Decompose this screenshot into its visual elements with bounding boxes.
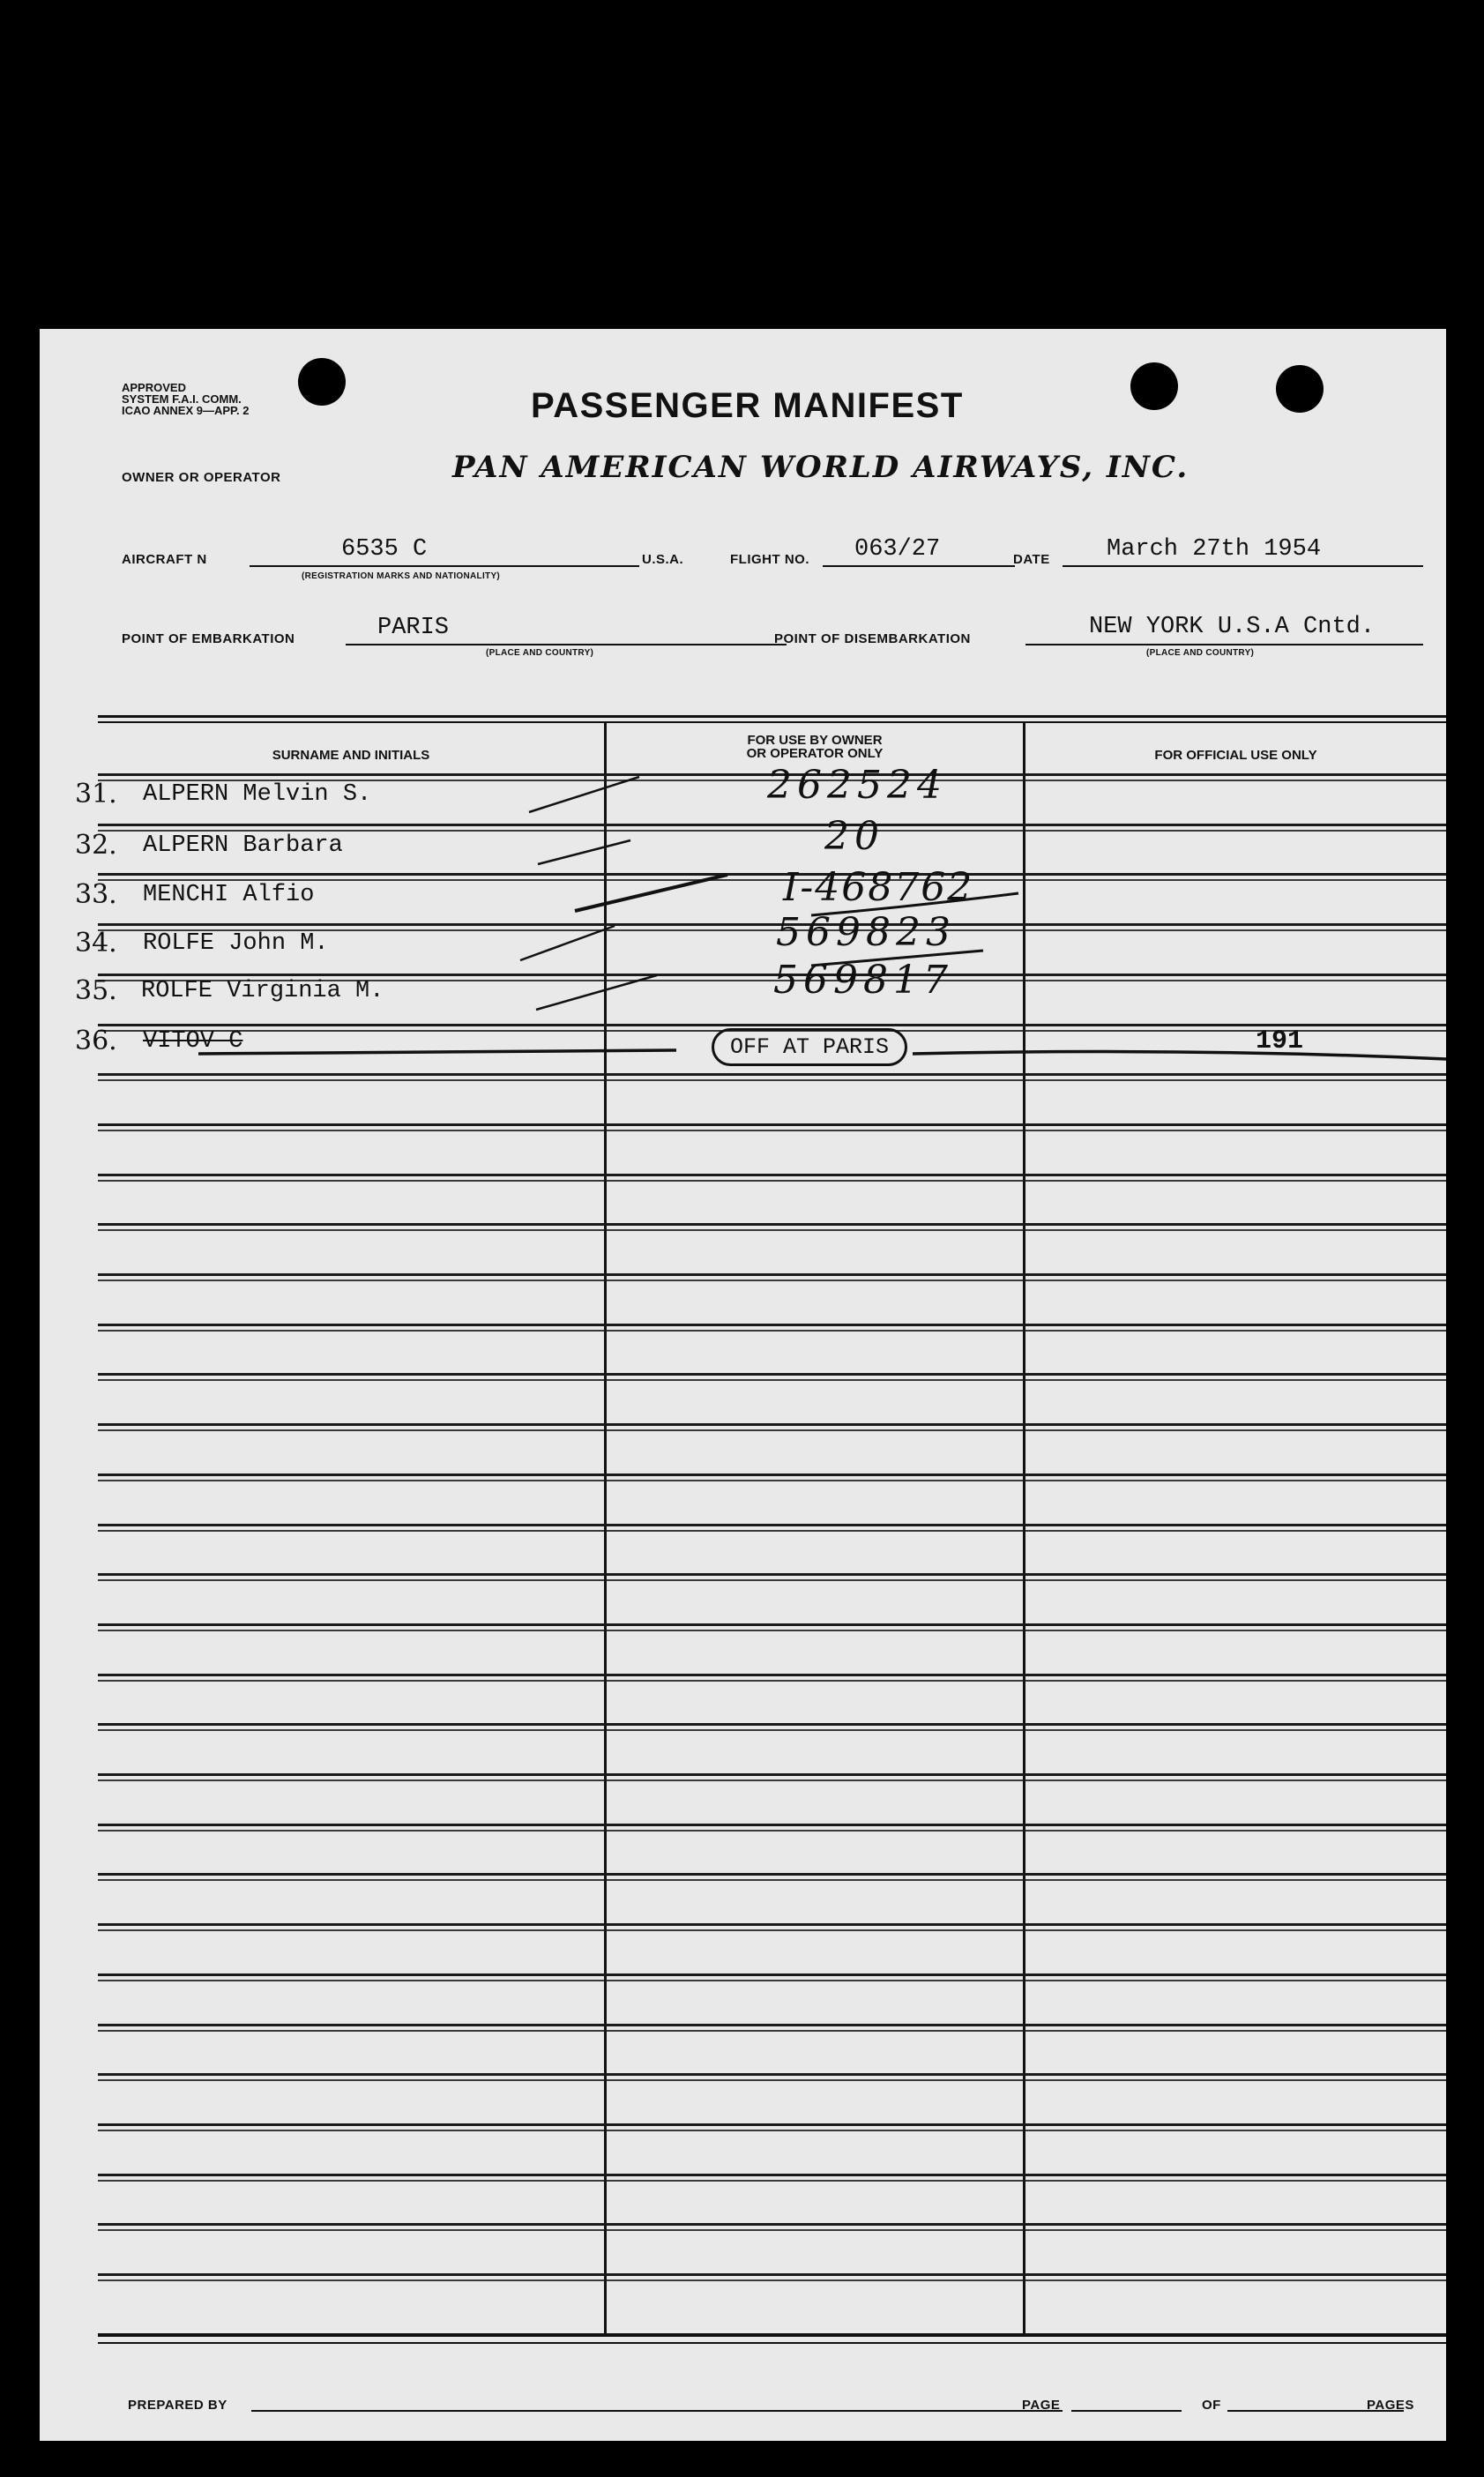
strike-line bbox=[913, 1052, 1446, 1059]
date-label: DATE bbox=[1013, 552, 1050, 567]
table-bottom-rule-inner bbox=[98, 2342, 1446, 2344]
passenger-document-number: I-468762 bbox=[783, 865, 974, 910]
passenger-number: 36. bbox=[75, 1026, 117, 1056]
passenger-document-number: 569823 bbox=[776, 910, 956, 955]
passenger-document-number: 569817 bbox=[773, 958, 953, 1003]
tick-mark bbox=[536, 975, 657, 1010]
flight-value: 063/27 bbox=[854, 536, 941, 563]
of-label: OF bbox=[1202, 2398, 1221, 2413]
manifest-sheet bbox=[40, 329, 1446, 2441]
prepared-by-line bbox=[251, 2410, 1063, 2412]
passenger-document-number: 20 bbox=[824, 814, 884, 859]
aircraft-label: AIRCRAFT N bbox=[122, 552, 207, 567]
passenger-number: 31. bbox=[75, 779, 117, 810]
col-header-owner-line1: FOR USE BY OWNER bbox=[747, 733, 883, 748]
passenger-name: ROLFE John M. bbox=[143, 930, 329, 957]
passenger-remark: OFF AT PARIS bbox=[712, 1028, 907, 1066]
passenger-document-number: 262524 bbox=[767, 763, 947, 808]
passenger-name: MENCHI Alfio bbox=[143, 882, 315, 908]
approval-line: SYSTEM F.A.I. COMM. bbox=[122, 392, 242, 406]
table-bottom-rule bbox=[98, 2333, 1446, 2337]
passenger-number: 32. bbox=[75, 830, 117, 861]
flight-label: FLIGHT NO. bbox=[730, 552, 809, 567]
pen-strokes bbox=[40, 329, 1446, 2441]
passenger-name-struck: VITOV C bbox=[143, 1028, 243, 1055]
col-header-owner-line2: OR OPERATOR ONLY bbox=[746, 746, 884, 761]
tick-mark bbox=[520, 926, 615, 960]
col-header-official: FOR OFFICIAL USE ONLY bbox=[1154, 748, 1317, 763]
embarkation-label: POINT OF EMBARKATION bbox=[122, 631, 295, 646]
passenger-name: ROLFE Virginia M. bbox=[141, 978, 384, 1004]
manifest-title: PASSENGER MANIFEST bbox=[531, 386, 964, 425]
passenger-name: ALPERN Melvin S. bbox=[143, 781, 372, 808]
page-label: PAGE bbox=[1022, 2398, 1061, 2413]
disembarkation-label: POINT OF DISEMBARKATION bbox=[774, 631, 971, 646]
official-number: 191 bbox=[1256, 1026, 1304, 1056]
owner-label: OWNER OR OPERATOR bbox=[122, 470, 281, 485]
approval-line: APPROVED bbox=[122, 381, 186, 394]
underline-stroke bbox=[811, 951, 983, 966]
page-line bbox=[1071, 2410, 1182, 2412]
disembarkation-value: NEW YORK U.S.A Cntd. bbox=[1089, 614, 1376, 640]
strike-line bbox=[198, 1050, 676, 1054]
carrier-name: PAN AMERICAN WORLD AIRWAYS, INC. bbox=[452, 450, 1189, 485]
passenger-number: 34. bbox=[75, 928, 117, 959]
approval-line: ICAO ANNEX 9—APP. 2 bbox=[122, 404, 250, 417]
underline-stroke bbox=[811, 893, 1018, 915]
col-header-surname: SURNAME AND INITIALS bbox=[272, 748, 430, 763]
passenger-number: 35. bbox=[75, 975, 117, 1006]
embarkation-value: PARIS bbox=[377, 615, 450, 641]
aircraft-sublabel: (REGISTRATION MARKS AND NATIONALITY) bbox=[302, 571, 501, 581]
embarkation-sublabel: (PLACE AND COUNTRY) bbox=[486, 648, 594, 658]
tick-mark bbox=[529, 777, 639, 812]
disembarkation-sublabel: (PLACE AND COUNTRY) bbox=[1146, 648, 1255, 658]
passenger-number: 33. bbox=[75, 879, 117, 910]
date-value: March 27th 1954 bbox=[1107, 536, 1322, 563]
country-label: U.S.A. bbox=[642, 552, 684, 567]
aircraft-value: 6535 C bbox=[341, 536, 428, 563]
passenger-name: ALPERN Barbara bbox=[143, 832, 343, 859]
prepared-by-label: PREPARED BY bbox=[128, 2398, 227, 2413]
pages-label: PAGES bbox=[1367, 2398, 1414, 2413]
tick-mark bbox=[575, 875, 727, 911]
tick-mark bbox=[538, 840, 630, 864]
